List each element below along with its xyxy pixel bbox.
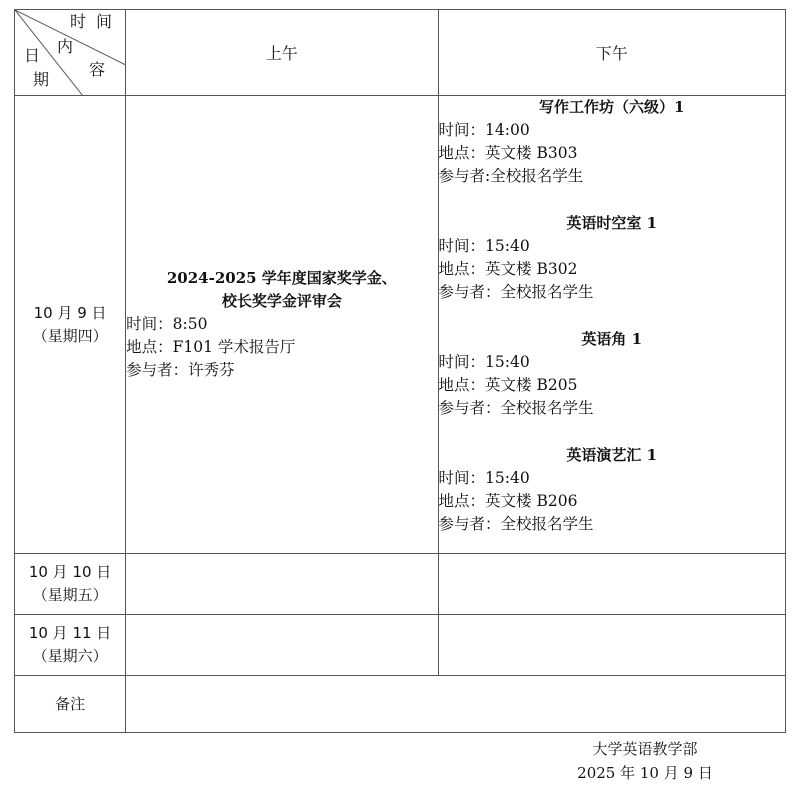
event-place: 地点：英文楼 B302	[438, 260, 578, 278]
event-title-cont: 校长奖学金评审会	[221, 292, 342, 310]
afternoon-header: 下午	[438, 10, 785, 96]
event-time: 时间：15:40	[438, 237, 530, 255]
corner-label-content-1: 内	[57, 37, 74, 56]
morning-event	[126, 267, 437, 382]
weekday-text: （星期四）	[32, 326, 108, 345]
footer-department: 大学英语教学部	[592, 740, 698, 758]
notes-label: 备注	[15, 676, 126, 733]
event-participants: 参与者:全校报名学生	[438, 167, 584, 185]
afternoon-cell	[438, 96, 785, 554]
event-title: 英语演艺汇 1	[566, 446, 658, 464]
morning-cell	[126, 96, 438, 554]
event-title: 英语时空室 1	[566, 214, 658, 232]
morning-cell	[126, 615, 438, 676]
table-row	[15, 615, 786, 676]
event-title: 写作工作坊（六级）1	[539, 98, 685, 116]
date-cell	[15, 554, 126, 615]
event-place: 地点：英文楼 B206	[438, 492, 578, 510]
event-title: 英语角 1	[581, 330, 643, 348]
afternoon-event	[439, 328, 785, 420]
date-text: 10 月 10 日	[28, 563, 112, 581]
corner-label-time: 时间	[70, 12, 123, 31]
afternoon-cell	[438, 554, 785, 615]
corner-label-date-1: 日	[24, 46, 41, 65]
date-text: 10 月 9 日	[33, 303, 107, 322]
header-row	[15, 10, 786, 96]
weekday-text: （星期六）	[32, 647, 108, 665]
table-row	[15, 96, 786, 554]
schedule-table	[14, 9, 786, 733]
afternoon-cell	[438, 615, 785, 676]
event-place: 地点：F101 学术报告厅	[126, 338, 296, 356]
date-text: 10 月 11 日	[28, 624, 112, 642]
notes-row	[15, 676, 786, 733]
event-participants: 参与者：全校报名学生	[438, 399, 594, 417]
diagonal-corner-header	[15, 10, 126, 96]
event-participants: 参与者：全校报名学生	[438, 515, 594, 533]
event-time: 时间：14:00	[438, 121, 530, 139]
afternoon-event	[439, 96, 785, 188]
footer-date: 2025 年 10 月 9 日	[577, 764, 713, 782]
event-place: 地点：英文楼 B303	[438, 144, 578, 162]
morning-header: 上午	[126, 10, 438, 96]
morning-cell	[126, 554, 438, 615]
corner-label-content-2: 容	[89, 60, 106, 79]
event-title: 2024-2025 学年度国家奖学金、	[166, 269, 397, 287]
event-participants: 参与者：全校报名学生	[438, 283, 594, 301]
event-time: 时间：15:40	[438, 469, 530, 487]
weekday-text: （星期五）	[32, 586, 108, 604]
afternoon-event	[439, 212, 785, 304]
date-cell	[15, 96, 126, 554]
corner-label-date-2: 期	[33, 70, 50, 89]
table-row	[15, 554, 786, 615]
afternoon-event	[439, 444, 785, 536]
event-participants: 参与者：许秀芬	[126, 361, 235, 379]
event-time: 时间：15:40	[438, 353, 530, 371]
date-cell	[15, 615, 126, 676]
event-time: 时间：8:50	[126, 315, 208, 333]
notes-value	[126, 676, 786, 733]
event-place: 地点：英文楼 B205	[438, 376, 578, 394]
